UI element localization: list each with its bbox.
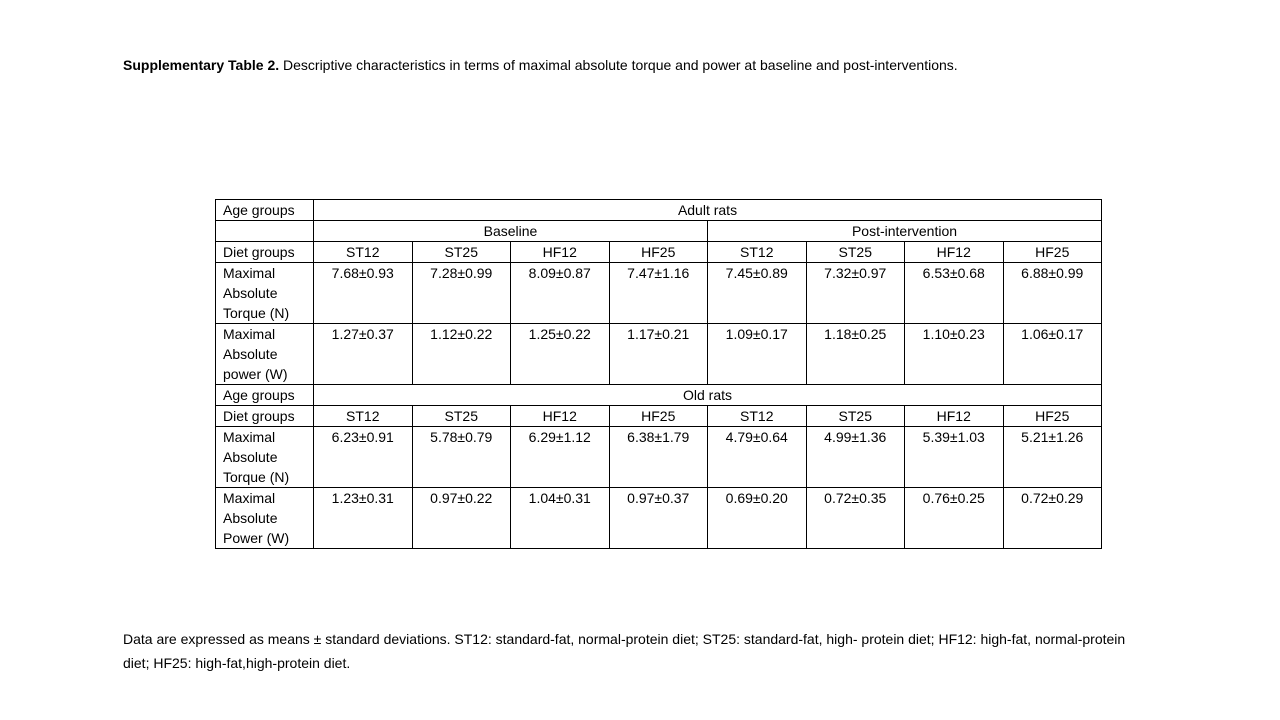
diet-header: HF25 xyxy=(609,406,708,427)
table-cell: 4.99±1.36 xyxy=(806,427,905,488)
table-cell: 1.27±0.37 xyxy=(314,324,413,385)
table-cell: 7.45±0.89 xyxy=(708,263,807,324)
table-cell: 5.21±1.26 xyxy=(1003,427,1102,488)
table-cell: 8.09±0.87 xyxy=(511,263,610,324)
caption-text: Descriptive characteristics in terms of maximal absolute torque and power at baseline and post-interventions. xyxy=(279,57,958,73)
table-cell: 6.29±1.12 xyxy=(511,427,610,488)
table-row-adult-diet xyxy=(216,242,1102,263)
adult-rats-header: Adult rats xyxy=(314,200,1102,221)
table-row xyxy=(216,263,1102,324)
diet-header: HF25 xyxy=(609,242,708,263)
table-footnote: Data are expressed as means ± standard deviations. ST12: standard-fat, normal-protein diet; ST25: standard-fat, high- protein diet; HF12: high-fat, normal-protein diet; HF25: high-fat,high-protein diet. xyxy=(123,631,1126,671)
table-cell: 5.39±1.03 xyxy=(905,427,1004,488)
table-cell: 1.25±0.22 xyxy=(511,324,610,385)
table-cell: 1.06±0.17 xyxy=(1003,324,1102,385)
age-groups-label: Age groups xyxy=(216,385,314,406)
diet-header: HF12 xyxy=(511,406,610,427)
table-cell: 6.38±1.79 xyxy=(609,427,708,488)
diet-header: ST12 xyxy=(314,242,413,263)
table-cell: 0.97±0.22 xyxy=(412,488,511,549)
table-cell: 1.10±0.23 xyxy=(905,324,1004,385)
diet-groups-label: Diet groups xyxy=(216,242,314,263)
table-cell: 1.18±0.25 xyxy=(806,324,905,385)
table-cell: 0.72±0.29 xyxy=(1003,488,1102,549)
table-row-old-age xyxy=(216,385,1102,406)
table-cell: 1.12±0.22 xyxy=(412,324,511,385)
row-label: Maximal Absolute Torque (N) xyxy=(216,263,314,324)
table-cell: 7.32±0.97 xyxy=(806,263,905,324)
diet-header: ST12 xyxy=(314,406,413,427)
table-row xyxy=(216,488,1102,549)
diet-header: ST12 xyxy=(708,242,807,263)
table-cell: 6.88±0.99 xyxy=(1003,263,1102,324)
table-cell: 0.69±0.20 xyxy=(708,488,807,549)
diet-header: ST25 xyxy=(806,406,905,427)
diet-header: HF12 xyxy=(905,242,1004,263)
caption-label: Supplementary Table 2. xyxy=(123,57,280,73)
diet-groups-label: Diet groups xyxy=(216,406,314,427)
diet-header: HF25 xyxy=(1003,406,1102,427)
table-row xyxy=(216,427,1102,488)
table-cell: 1.17±0.21 xyxy=(609,324,708,385)
table-row-phase xyxy=(216,221,1102,242)
table-cell: 4.79±0.64 xyxy=(708,427,807,488)
table-cell: 0.76±0.25 xyxy=(905,488,1004,549)
table-row xyxy=(216,324,1102,385)
diet-header: HF25 xyxy=(1003,242,1102,263)
table-cell: 7.28±0.99 xyxy=(412,263,511,324)
diet-header: ST25 xyxy=(806,242,905,263)
characteristics-table xyxy=(215,199,1102,549)
diet-header: ST12 xyxy=(708,406,807,427)
diet-header: ST25 xyxy=(412,242,511,263)
row-label: Maximal Absolute Power (W) xyxy=(216,488,314,549)
table-cell: 7.68±0.93 xyxy=(314,263,413,324)
row-label: Maximal Absolute Torque (N) xyxy=(216,427,314,488)
table-caption xyxy=(123,56,958,74)
table-cell: 0.97±0.37 xyxy=(609,488,708,549)
diet-header: HF12 xyxy=(905,406,1004,427)
empty-cell xyxy=(216,221,314,242)
post-intervention-header: Post-intervention xyxy=(708,221,1102,242)
baseline-header: Baseline xyxy=(314,221,708,242)
row-label: Maximal Absolute power (W) xyxy=(216,324,314,385)
diet-header: HF12 xyxy=(511,242,610,263)
table-cell: 1.04±0.31 xyxy=(511,488,610,549)
table-cell: 0.72±0.35 xyxy=(806,488,905,549)
age-groups-label: Age groups xyxy=(216,200,314,221)
table-cell: 6.23±0.91 xyxy=(314,427,413,488)
table-cell: 6.53±0.68 xyxy=(905,263,1004,324)
table-cell: 7.47±1.16 xyxy=(609,263,708,324)
old-rats-header: Old rats xyxy=(314,385,1102,406)
table-row-adult-age xyxy=(216,200,1102,221)
table-cell: 5.78±0.79 xyxy=(412,427,511,488)
table-cell: 1.09±0.17 xyxy=(708,324,807,385)
table-row-old-diet xyxy=(216,406,1102,427)
table-cell: 1.23±0.31 xyxy=(314,488,413,549)
diet-header: ST25 xyxy=(412,406,511,427)
